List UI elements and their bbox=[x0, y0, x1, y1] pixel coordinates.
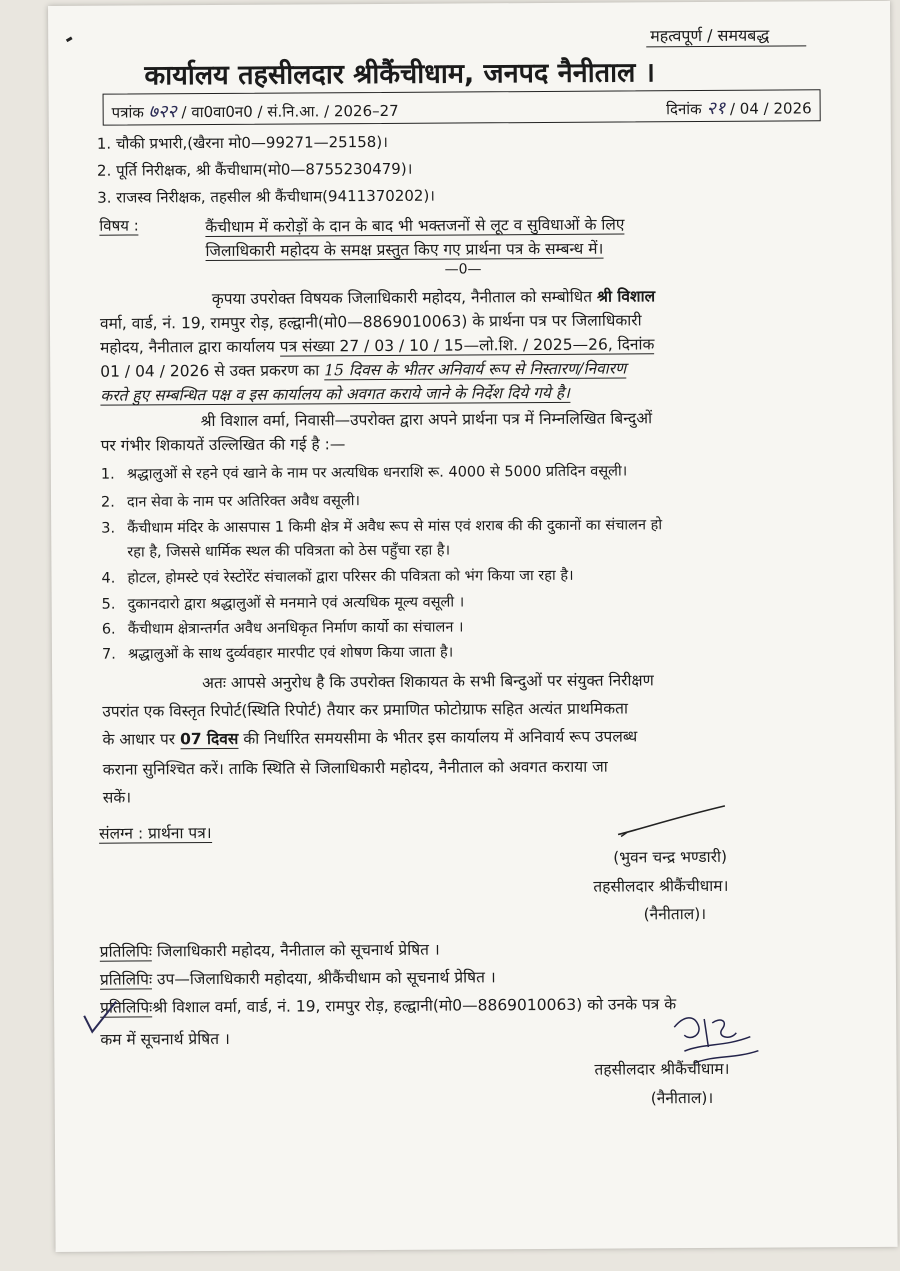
para1-line3: महोदय, नैनीताल द्वारा कार्यालय पत्र संख्या 27 / 03 / 10 / 15—लो.शि. / 2025—26, दिनांक bbox=[100, 335, 655, 357]
reference-number: पत्रांक ७२२ / वा0वा0न0 / सं.नि.आ. / 2026–27 bbox=[111, 101, 399, 123]
enclosure: संलग्न : प्रार्थना पत्र। bbox=[99, 824, 212, 843]
para1-line1: कृपया उपरोक्त विषयक जिलाधिकारी महोदय, नैनीताल को सम्बोधित श्री विशाल bbox=[211, 287, 656, 309]
copy-line-3-continued: कम में सूचनार्थ प्रेषित । bbox=[100, 1029, 230, 1049]
separator: —0— bbox=[444, 261, 482, 278]
subject-line-1: कैंचीधाम में करोड़ों के दान के बाद भी भक्तजनों से लूट व सुविधाओं के लिए bbox=[205, 215, 625, 237]
tick-mark bbox=[80, 998, 120, 1038]
copy-line-2: प्रतिलिपिः उप—जिलाधिकारी महोदया, श्रीकैंचीधाम को सूचनार्थ प्रेषित । bbox=[99, 968, 496, 989]
complaint-item: 7. श्रद्धालुओं के साथ दुर्व्यवहार मारपीट एवं शोषण किया जाता है। bbox=[101, 644, 454, 663]
copy-line-3: प्रतिलिपिःश्री विशाल वर्मा, वार्ड, नं. 19, रामपुर रोड़, हल्द्वानी(मो0—8869010063) को उनके पत्र के bbox=[100, 995, 677, 1017]
complaint-item: रहा है, जिससे धार्मिक स्थल की पवित्रता को ठेस पहुँचा रहा है। bbox=[127, 542, 451, 561]
para2-line1: श्री विशाल वर्मा, निवासी—उपरोक्त द्वारा अपने प्रार्थना पत्र में निम्नलिखित बिन्दुओं bbox=[200, 409, 653, 431]
addressee-2: 2. पूर्ति निरीक्षक, श्री कैंचीधाम(मो0—8755230479)। bbox=[96, 159, 413, 180]
subject-line-2: जिलाधिकारी महोदय के समक्ष प्रस्तुत किए गए प्रार्थना पत्र के सम्बन्ध में। bbox=[205, 239, 604, 261]
complaint-item: 3. कैंचीधाम मंदिर के आसपास 1 किमी क्षेत्र में अवैध रूप से मांस एवं शराब की की दुकानों का संचालन हो bbox=[101, 517, 663, 537]
copy-line-1: प्रतिलिपिः जिलाधिकारी महोदय, नैनीताल को सूचनार्थ प्रेषित । bbox=[99, 940, 440, 961]
handwritten-ref-number: ७२२ bbox=[148, 101, 177, 123]
complaint-item: 6. कैंचीधाम क्षेत्रान्तर्गत अवैध अनधिकृत निर्माण कार्यो का संचालन । bbox=[101, 619, 464, 638]
letter-sheet bbox=[48, 1, 898, 1252]
para1-line4: 01 / 04 / 2026 से उक्त प्रकरण का 15 दिवस के भीतर अनिवार्य रूप से निस्तारण/निवारण bbox=[100, 359, 627, 381]
complaint-item: 2. दान सेवा के नाम पर अतिरिक्त अवैध वसूली। bbox=[100, 493, 361, 511]
para2-line2: पर गंभीर शिकायतें उल्लिखित की गई है :— bbox=[100, 435, 346, 455]
addressee-1: 1. चौकी प्रभारी,(खैरना मो0—99271—25158)। bbox=[96, 132, 388, 153]
urgency-underline bbox=[646, 45, 806, 47]
letter-date: दिनांक २१ / 04 / 2026 bbox=[666, 97, 812, 119]
complaint-item: 4. होटल, होमस्टे एवं रेस्टोरेंट संचालकों द्वारा परिसर की पवित्रता को भंग किया जा रहा है। bbox=[101, 567, 574, 587]
signatory2-place: (नैनीताल)। bbox=[650, 1088, 714, 1108]
subject-label: विषय : bbox=[99, 216, 139, 235]
request-line2: उपरांत एक विस्तृत रिपोर्ट(स्थिति रिपोर्ट) तैयार कर प्रमाणित फोटोग्राफ सहित अत्यंत प्राथमिकता bbox=[102, 699, 628, 721]
signatory-name: (भुवन चन्द्र भण्डारी) bbox=[613, 847, 728, 867]
addressee-3: 3. राजस्व निरीक्षक, तहसील श्री कैंचीधाम(9411370202)। bbox=[97, 186, 436, 207]
signatory2-designation: तहसीलदार श्रीकैंचीधाम। bbox=[594, 1059, 730, 1079]
signatory-designation: तहसीलदार श्रीकैंचीधाम। bbox=[593, 876, 729, 896]
signature-scribble bbox=[613, 802, 733, 843]
request-line4: कराना सुनिश्चित करें। ताकि स्थिति से जिलाधिकारी महोदय, नैनीताल को अवगत कराया जा bbox=[102, 757, 608, 779]
handwritten-date-day: २१ bbox=[706, 97, 726, 119]
para1-line5: करते हुए सम्बन्धित पक्ष व इस कार्यालय को अवगत कराये जाने के निर्देश दिये गये है। bbox=[100, 383, 570, 405]
para1-line2: वर्मा, वार्ड, नं. 19, रामपुर रोड़, हल्द्वानी(मो0—8869010063) के प्रार्थना पत्र पर जिलाधिकारी bbox=[99, 311, 642, 333]
pen-mark bbox=[66, 37, 73, 43]
office-heading: कार्यालय तहसीलदार श्रीकैंचीधाम, जनपद नैनीताल । bbox=[144, 57, 656, 92]
reference-box bbox=[103, 89, 821, 125]
complaint-item: 1. श्रद्धालुओं से रहने एवं खाने के नाम पर अत्यधिक धनराशि रू. 4000 से 5000 प्रतिदिन वसूली। bbox=[100, 463, 628, 483]
urgency-note: महत्वपूर्ण / समयबद्ध bbox=[650, 25, 770, 46]
signatory-place: (नैनीताल)। bbox=[643, 904, 707, 924]
request-line3: के आधार पर 07 दिवस की निर्धारित समयसीमा के भीतर इस कार्यालय में अनिवार्य रूप उपलब्ध bbox=[102, 727, 638, 749]
request-line1: अतः आपसे अनुरोध है कि उपरोक्त शिकायत के सभी बिन्दुओं पर संयुक्त निरीक्षण bbox=[202, 671, 654, 693]
request-line5: सकें। bbox=[102, 788, 132, 807]
complaint-item: 5. दुकानदारो द्वारा श्रद्धालुओं से मनमाने एवं अत्यधिक मूल्य वसूली । bbox=[101, 594, 465, 613]
